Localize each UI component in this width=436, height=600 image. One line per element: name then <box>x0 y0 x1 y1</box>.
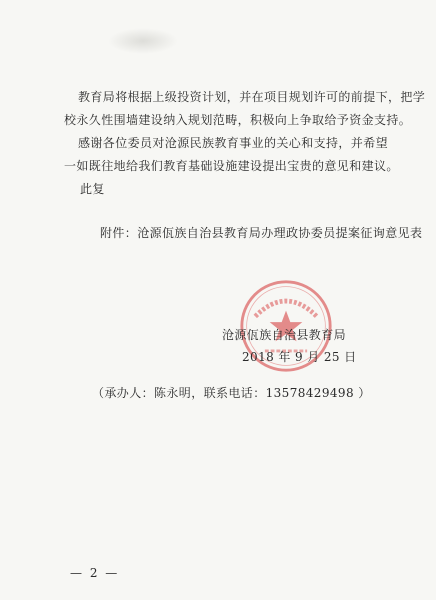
issue-date: 2018 年 9 月 25 日 <box>242 350 357 364</box>
body-line-1: 教育局将根据上级投资计划，并在项目规划许可的前提下，把学 <box>78 90 426 104</box>
body-line-2: 校永久性围墙建设纳入规划范畴，积极向上争取给予资金支持。 <box>64 113 412 127</box>
closing-remark: 此复 <box>80 182 105 196</box>
issuing-organization: 沧源佤族自治县教育局 <box>222 328 347 342</box>
body-line-4: 一如既往地给我们教育基础设施建设提出宝贵的意见和建议。 <box>64 159 399 173</box>
contact-info: （承办人：陈永明，联系电话：13578429498 ） <box>92 386 371 400</box>
scan-smudge <box>108 28 178 54</box>
body-line-3: 感谢各位委员对沧源民族教育事业的关心和支持，并希望 <box>78 136 389 150</box>
page-number: — 2 — <box>70 566 120 580</box>
attachment-line: 附件：沧源佤族自治县教育局办理政协委员提案征询意见表 <box>100 226 423 240</box>
